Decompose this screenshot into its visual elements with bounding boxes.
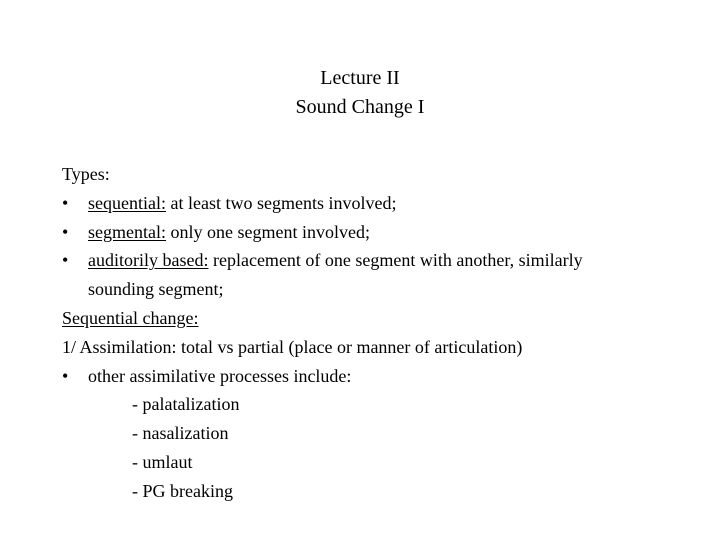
term-sequential: sequential: (88, 192, 166, 213)
sequential-change-heading: Sequential change: (62, 307, 199, 328)
definition-sequential: at least two segments involved; (165, 192, 397, 213)
list-item-other-processes (62, 362, 682, 391)
list-item-segmental (62, 218, 682, 247)
bullet-icon: • (62, 250, 69, 271)
slide-title (0, 64, 720, 122)
list-item-sequential (62, 189, 682, 218)
process-palatalization: - palatalization (132, 394, 240, 415)
term-segmental: segmental: (88, 221, 166, 242)
process-umlaut: - umlaut (132, 451, 193, 472)
definition-segmental: only one segment involved; (165, 221, 370, 242)
term-auditorily-based: auditorily based: (88, 250, 209, 271)
types-heading: Types: (62, 164, 110, 184)
title-line-2: Sound Change I (295, 96, 425, 118)
other-processes-text: other assimilative processes include: (88, 365, 352, 386)
title-line-1: Lecture II (320, 67, 400, 89)
definition-auditorily-based: replacement of one segment with another, similarly (208, 250, 583, 271)
process-pg-breaking: - PG breaking (132, 480, 233, 501)
assimilation-line: 1/ Assimilation: total vs partial (place or manner of articulation) (62, 336, 523, 357)
list-item-auditorily-based (62, 246, 682, 275)
bullet-icon: • (62, 365, 69, 386)
bullet-icon: • (62, 221, 69, 242)
definition-auditorily-based-continuation: sounding segment; (88, 279, 224, 300)
bullet-icon: • (62, 192, 69, 213)
process-nasalization: - nasalization (132, 423, 229, 444)
slide-body (62, 160, 682, 506)
